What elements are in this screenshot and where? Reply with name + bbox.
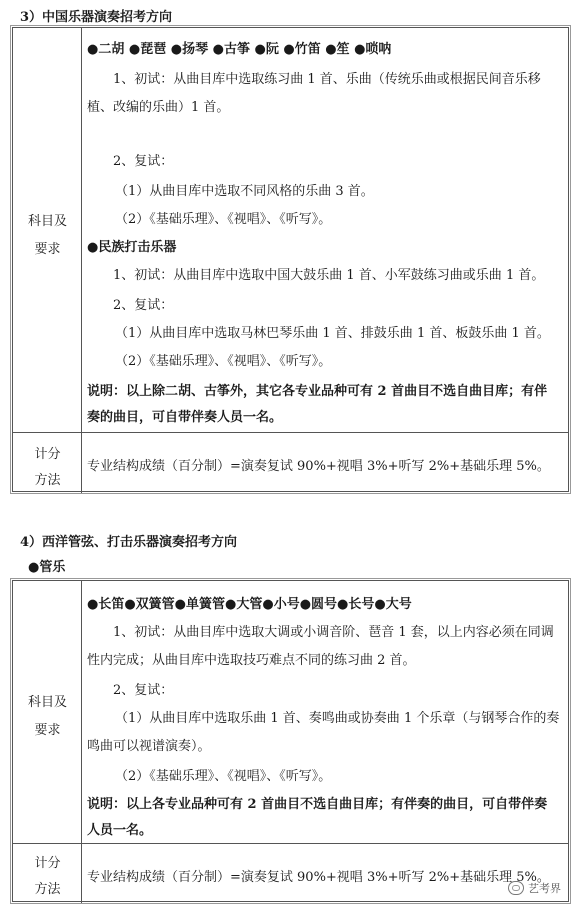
requirements-label-line-1: 科目及	[27, 695, 67, 710]
watermark	[508, 880, 561, 896]
wechat-icon	[508, 881, 524, 895]
requirements-label-cell	[13, 28, 82, 432]
section-4-table	[12, 580, 569, 902]
initial-exam-line-2: 植、改编的乐曲）1 首。	[87, 100, 230, 115]
scoring-label-line-1: 计分	[34, 856, 61, 871]
percussion-retest-item-1: （1）从曲目库中选取马林巴琴乐曲 1 首、排鼓乐曲 1 首、板鼓乐曲 1 首。	[115, 326, 550, 341]
scoring-row	[13, 843, 568, 903]
retest-item-2: （2）《基础乐理》、《视唱》、《听写》。	[115, 212, 332, 227]
initial-exam-line-1: 1、初试：从曲目库中选取练习曲 1 首、乐曲（传统乐曲或根据民间音乐移	[113, 72, 541, 87]
instrument-list: ●长笛●双簧管●单簧管●大管●小号●圆号●长号●大号	[87, 597, 412, 612]
requirements-label-line-1: 科目及	[27, 214, 67, 229]
scoring-label-cell	[13, 433, 82, 493]
note-line-1: 说明：以上除二胡、古筝外，其它各专业品种可有 2 首曲目不选自曲目库；有伴	[87, 384, 548, 399]
initial-exam-line-2: 性内完成；从曲目库中选取技巧难点不同的练习曲 2 首。	[87, 653, 416, 668]
requirements-label-line-2: 要求	[34, 242, 61, 257]
retest-item-2: （2）《基础乐理》、《视唱》、《听写》。	[115, 769, 332, 784]
requirements-label-cell	[13, 581, 82, 843]
note-line-1: 说明：以上各专业品种可有 2 首曲目不选自曲目库；有伴奏的曲目，可自带伴奏	[87, 797, 548, 812]
requirements-row	[13, 581, 568, 843]
scoring-label-line-2: 方法	[34, 473, 61, 488]
retest-item-1-continued: 鸣曲可以视谱演奏）。	[87, 739, 211, 754]
retest-title: 2、复试：	[113, 154, 174, 169]
retest-item-1: （1）从曲目库中选取不同风格的乐曲 3 首。	[115, 184, 374, 199]
percussion-retest-title: 2、复试：	[113, 298, 174, 313]
scoring-label-line-2: 方法	[34, 882, 61, 897]
section-3-table	[12, 27, 569, 492]
percussion-title: ●民族打击乐器	[87, 240, 177, 255]
note-line-2: 人员一名。	[87, 823, 153, 838]
scoring-label-cell	[13, 844, 82, 903]
watermark-text: 艺考界	[528, 882, 561, 895]
initial-exam-line-1: 1、初试：从曲目库中选取大调或小调音阶、琶音 1 套，以上内容必须在同调	[113, 625, 554, 640]
retest-title: 2、复试：	[113, 683, 174, 698]
requirements-label-line-2: 要求	[34, 723, 61, 738]
retest-item-1: （1）从曲目库中选取乐曲 1 首、奏鸣曲或协奏曲 1 个乐章（与钢琴合作的奏	[115, 711, 560, 726]
requirements-row	[13, 28, 568, 432]
section-4-heading: 4）西洋管弦、打击乐器演奏招考方向	[20, 535, 238, 550]
scoring-formula: 专业结构成绩（百分制）=演奏复试 90%+视唱 3%+听写 2%+基础乐理 5%。	[87, 459, 550, 474]
section-3-heading: 3）中国乐器演奏招考方向	[20, 10, 173, 25]
percussion-initial-exam: 1、初试：从曲目库中选取中国大鼓乐曲 1 首、小军鼓练习曲或乐曲 1 首。	[113, 268, 545, 283]
note-line-2: 奏的曲目，可自带伴奏人员一名。	[87, 410, 283, 425]
scoring-formula: 专业结构成绩（百分制）=演奏复试 90%+视唱 3%+听写 2%+基础乐理 5%。	[87, 870, 550, 885]
wind-instruments-subheading: ●管乐	[28, 560, 66, 575]
scoring-row	[13, 432, 568, 493]
percussion-retest-item-2: （2）《基础乐理》、《视唱》、《听写》。	[115, 354, 332, 369]
scoring-label-line-1: 计分	[34, 447, 61, 462]
instrument-list: ●二胡 ●琵琶 ●扬琴 ●古筝 ●阮 ●竹笛 ●笙 ●唢呐	[87, 42, 392, 57]
